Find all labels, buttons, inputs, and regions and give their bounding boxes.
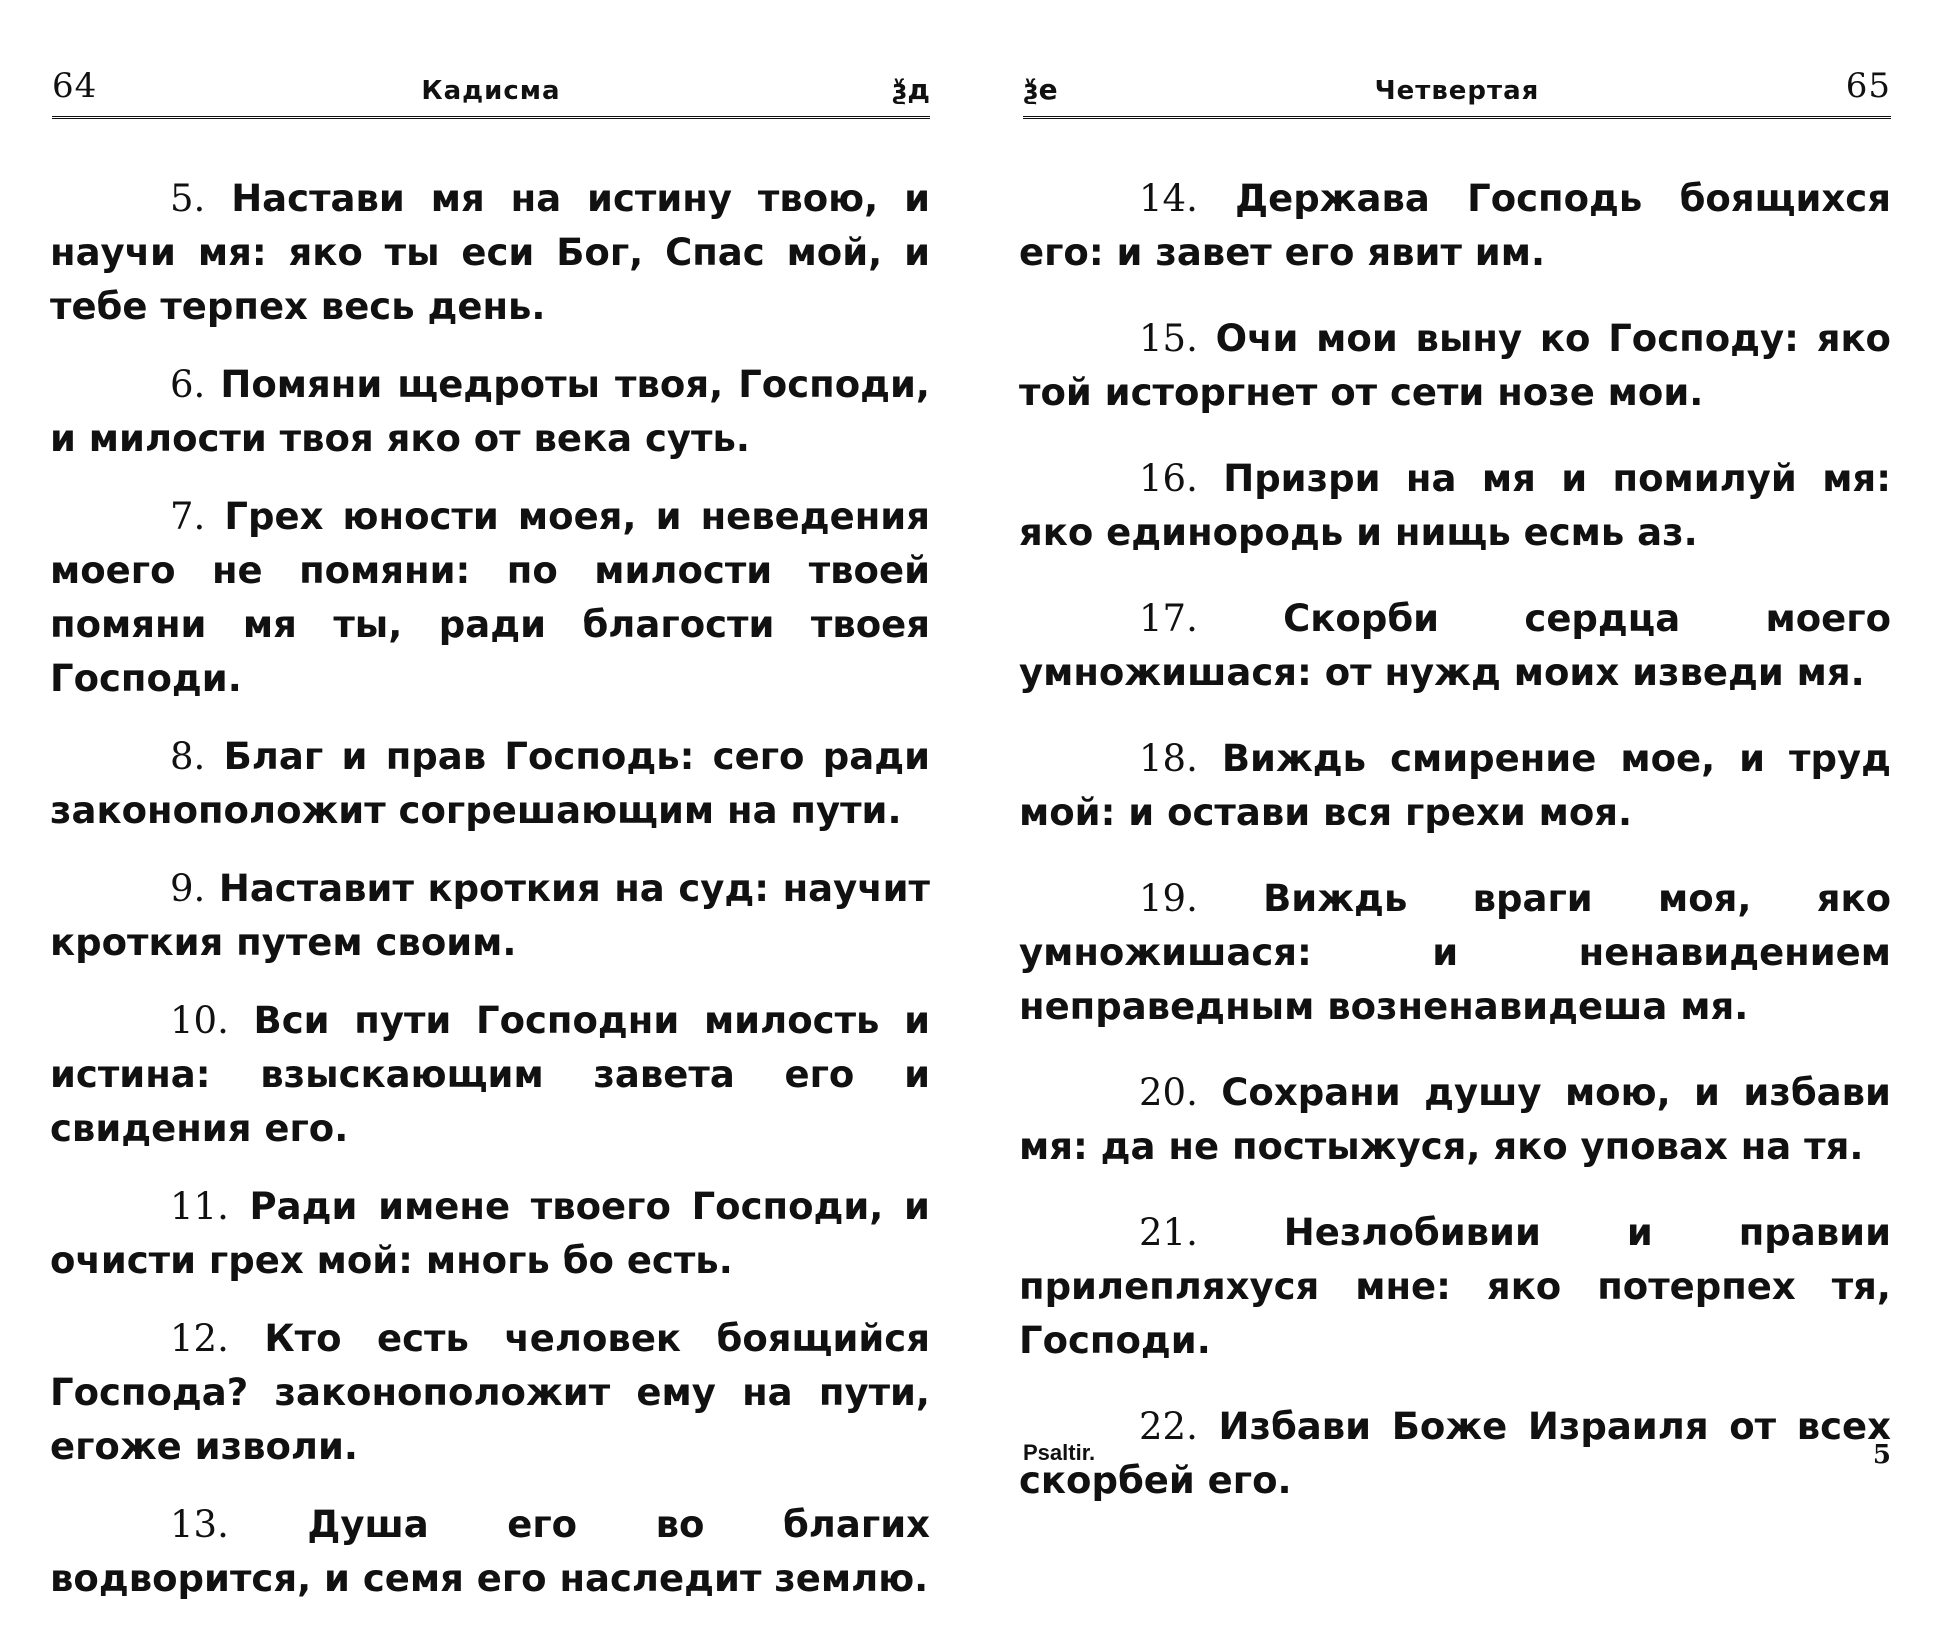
verse bbox=[50, 730, 930, 838]
verse-number: 17. bbox=[1139, 597, 1198, 640]
verse-number: 7. bbox=[170, 495, 206, 538]
verse bbox=[50, 994, 930, 1156]
verse bbox=[1019, 872, 1891, 1034]
verse-number: 5. bbox=[170, 177, 206, 220]
verse-text: Очи мои выну ко Господу: яко той исторгнет от сети нозе мои. bbox=[1019, 317, 1891, 414]
verse-text: Помяни щедроты твоя, Господи, и милости твоя яко от века суть. bbox=[50, 363, 930, 460]
verse-text: Грех юности моея, и неведения моего не помяни: по милости твоей помяни мя ты, ради благости твоея Господи. bbox=[50, 495, 930, 700]
verse-text: Благ и прав Господь: сего ради законоположит согрешающим на пути. bbox=[50, 735, 931, 832]
right-verses bbox=[1019, 172, 1891, 1540]
verse-text: Сохрани душу мою, и избави мя: да не постыжуся, яко уповах на тя. bbox=[1019, 1071, 1891, 1168]
verse bbox=[50, 1498, 930, 1606]
left-page bbox=[0, 0, 971, 1600]
right-slavonic-number: ѯе bbox=[1023, 73, 1058, 106]
verse-number: 21. bbox=[1139, 1211, 1198, 1254]
right-page bbox=[971, 0, 1942, 1500]
verse bbox=[50, 490, 930, 706]
verse bbox=[1019, 312, 1891, 420]
right-running-title: Четвертая bbox=[1374, 76, 1540, 106]
verse-number: 8. bbox=[170, 735, 206, 778]
verse-number: 18. bbox=[1139, 737, 1198, 780]
verse bbox=[1019, 592, 1891, 700]
verse-text: Призри на мя и помилуй мя: яко единородь и нищь есмь аз. bbox=[1019, 457, 1891, 554]
verse-text: Виждь смирение мое, и труд мой: и остави вся грехи моя. bbox=[1019, 737, 1891, 834]
verse bbox=[50, 1180, 930, 1288]
left-running-title: Кадисма bbox=[421, 76, 561, 106]
verse bbox=[50, 358, 930, 466]
verse bbox=[1019, 452, 1891, 560]
verse bbox=[1019, 732, 1891, 840]
verse-text: Настави мя на истину твою, и научи мя: яко ты еси Бог, Спас мой, и тебе терпех весь день. bbox=[50, 177, 930, 328]
verse-number: 22. bbox=[1139, 1405, 1198, 1448]
verse bbox=[1019, 172, 1891, 280]
verse-text: Кто есть человек боящийся Господа? законоположит ему на пути, егоже изволи. bbox=[50, 1317, 930, 1468]
verse-text: Незлобивии и правии прилепляхуся мне: яко потерпех тя, Господи. bbox=[1019, 1211, 1891, 1362]
verse bbox=[50, 1312, 930, 1474]
verse-number: 14. bbox=[1139, 177, 1198, 220]
verse bbox=[1019, 1206, 1891, 1368]
verse-number: 10. bbox=[170, 999, 229, 1042]
verse-number: 20. bbox=[1139, 1071, 1198, 1114]
right-page-number: 65 bbox=[1845, 66, 1891, 106]
verse bbox=[1019, 1066, 1891, 1174]
verse-number: 9. bbox=[170, 867, 206, 910]
verse-text: Душа его во благих водворится, и семя его наследит землю. bbox=[50, 1503, 930, 1600]
verse-text: Держава Господь боящихся его: и завет его явит им. bbox=[1019, 177, 1891, 274]
verse-text: Вси пути Господни милость и истина: взыскающим завета его и свидения его. bbox=[50, 999, 931, 1150]
left-page-number: 64 bbox=[52, 66, 98, 106]
verse-number: 13. bbox=[170, 1503, 229, 1546]
right-page-footer bbox=[1023, 1440, 1891, 1480]
left-slavonic-number: ѯд bbox=[891, 73, 930, 106]
right-page-header bbox=[1023, 60, 1891, 119]
verse-text: Ради имене твоего Господи, и очисти грех мой: многь бо есть. bbox=[50, 1185, 930, 1282]
verse-text: Избави Боже Израиля от всех скорбей его. bbox=[1019, 1405, 1891, 1502]
verse-text: Виждь враги моя, яко умножишася: и ненавидением неправедным возненавидеша мя. bbox=[1019, 877, 1891, 1028]
verse-number: 12. bbox=[170, 1317, 229, 1360]
left-verses bbox=[50, 172, 930, 1630]
verse-text: Наставит кроткия на суд: научит кроткия путем своим. bbox=[50, 867, 931, 964]
left-page-header bbox=[52, 60, 930, 119]
verse bbox=[50, 172, 930, 334]
printer-signature: Psaltir. bbox=[1023, 1440, 1096, 1465]
verse-number: 16. bbox=[1139, 457, 1198, 500]
verse-number: 19. bbox=[1139, 877, 1198, 920]
verse-text: Скорби сердца моего умножишася: от нужд моих изведи мя. bbox=[1019, 597, 1891, 694]
verse bbox=[50, 862, 930, 970]
verse-number: 15. bbox=[1139, 317, 1198, 360]
sheet-number: 5 bbox=[1872, 1440, 1891, 1470]
verse-number: 6. bbox=[170, 363, 206, 406]
verse-number: 11. bbox=[170, 1185, 229, 1228]
